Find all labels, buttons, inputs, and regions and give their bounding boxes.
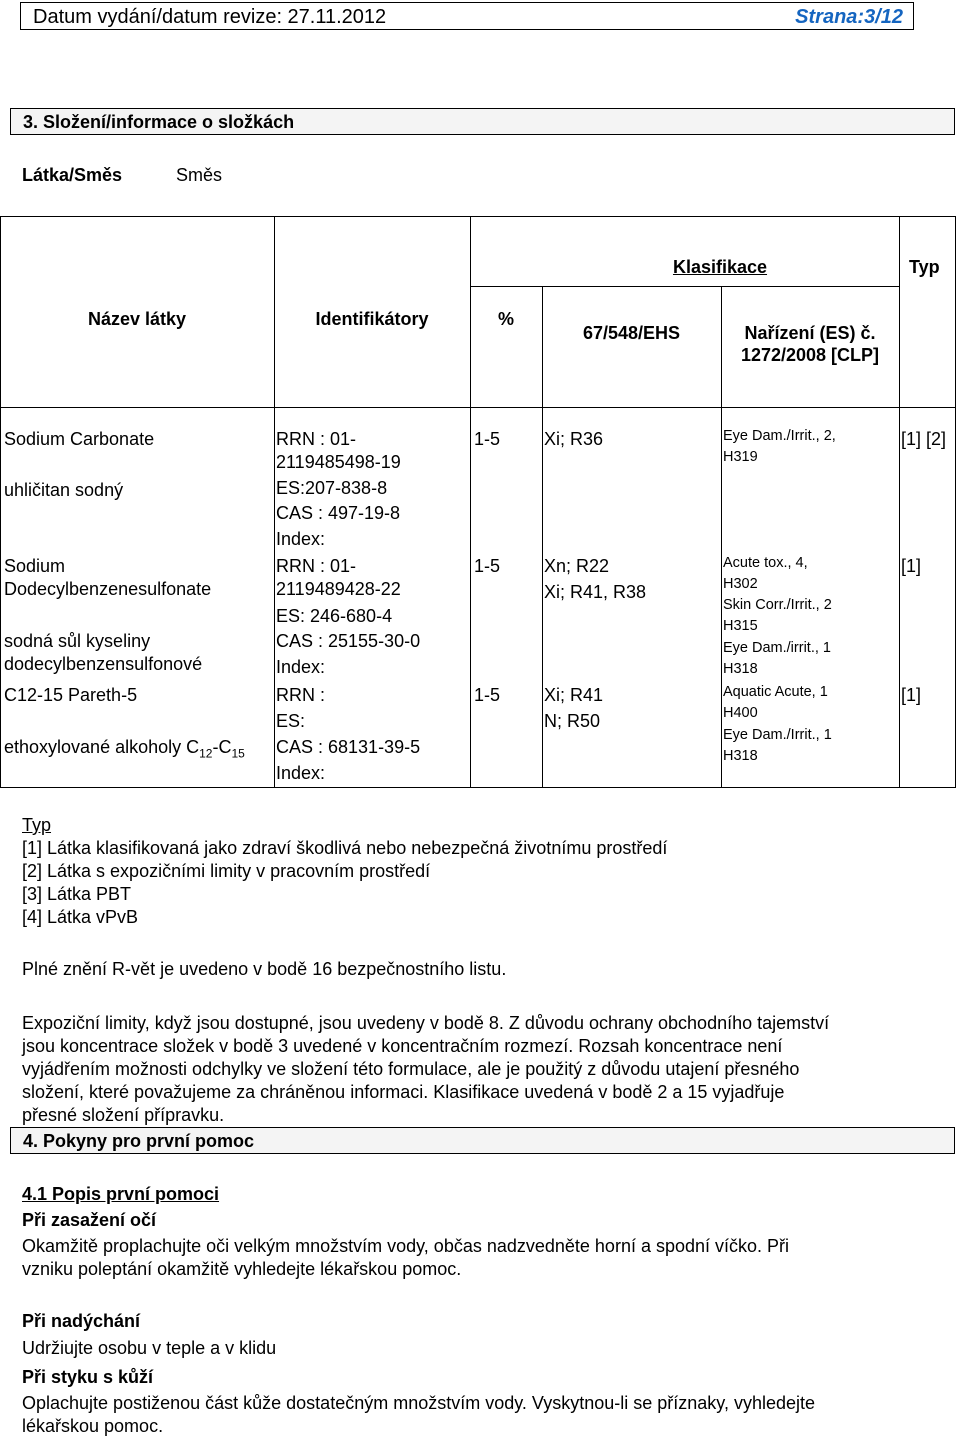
percent-value: 1-5 <box>474 685 501 705</box>
section-3-title: 3. Složení/informace o složkách <box>23 112 295 132</box>
clp-hazard: H302 <box>723 576 758 592</box>
type-header: Typ <box>909 257 940 277</box>
clp-header-line1: Nařízení (ES) č. <box>744 323 876 343</box>
section-4-header <box>10 1127 955 1154</box>
cas-number: CAS : 25155-30-0 <box>276 631 421 651</box>
type-value: [1] [2] <box>901 429 947 449</box>
substance-name-cz: ethoxylované alkoholy $C_{12}-C_{15}$ <box>4 737 245 761</box>
subsection-title: 4.1 Popis první pomoci <box>22 1184 220 1204</box>
index-number: Index: <box>276 763 326 783</box>
section-3-header <box>10 108 955 135</box>
clp-hazard: H315 <box>723 618 758 634</box>
percent-value: 1-5 <box>474 556 501 576</box>
substance-name-cz-cont: dodecylbenzensulfonové <box>4 654 203 674</box>
rrn-number: 2119485498-19 <box>276 452 401 472</box>
revision-date: Datum vydání/datum revize: 27.11.2012 <box>33 6 387 28</box>
page-header <box>20 2 914 30</box>
r-phrases-note: Plné znění R-vět je uvedeno v bodě 16 bezpečnostního listu. <box>22 959 507 979</box>
dsd-classification: Xi; R41, R38 <box>544 582 647 602</box>
rrn: RRN : <box>276 685 325 705</box>
page-number: Strana:3/12 <box>795 6 903 28</box>
inhalation-heading: Při nadýchání <box>22 1311 141 1331</box>
dsd-classification: Xi; R36 <box>544 429 604 449</box>
eyes-text-cont: vzniku poleptání okamžitě vyhledejte lékařskou pomoc. <box>22 1259 462 1279</box>
legend-item: [2] Látka s expozičními limity v pracovním prostředí <box>22 861 431 881</box>
dsd-classification: N; R50 <box>544 711 601 731</box>
dsd-classification: Xn; R22 <box>544 556 610 576</box>
index-number: Index: <box>276 657 326 677</box>
inhalation-text: Udržiujte osobu v teple a v klidu <box>22 1338 277 1358</box>
legend-item: [3] Látka PBT <box>22 884 132 904</box>
skin-text: Oplachujte postiženou část kůže dostatečným množstvím vody. Vyskytnou-li se příznaky, vyhledejte <box>22 1393 816 1413</box>
clp-hazard: H400 <box>723 705 758 721</box>
substance-mixture-label: Látka/Směs <box>22 165 123 185</box>
clp-classification: Skin Corr./Irrit., 2 <box>723 597 832 613</box>
substance-name: Sodium <box>4 556 66 576</box>
legend-item: [4] Látka vPvB <box>22 907 139 927</box>
rrn: RRN : 01- <box>276 429 357 449</box>
eyes-heading: Při zasažení očí <box>22 1210 157 1230</box>
rrn-number: 2119489428-22 <box>276 579 401 599</box>
substance-name-cont: Dodecylbenzenesulfonate <box>4 579 212 599</box>
es-number: ES:207-838-8 <box>276 478 388 498</box>
dsd-classification: Xi; R41 <box>544 685 604 705</box>
type-value: [1] <box>901 685 922 705</box>
clp-classification: Eye Dam./Irrit., 2, <box>723 428 836 444</box>
clp-hazard: H318 <box>723 748 758 764</box>
type-value: [1] <box>901 556 922 576</box>
es-number: ES: 246-680-4 <box>276 606 393 626</box>
skin-text-cont: lékařskou pomoc. <box>22 1416 164 1436</box>
substance-name-cz: sodná sůl kyseliny <box>4 631 151 651</box>
clp-hazard: H318 <box>723 661 758 677</box>
percent-header: % <box>497 309 514 329</box>
identifiers-header: Identifikátory <box>315 309 429 329</box>
index-number: Index: <box>276 529 326 549</box>
section-4-title: 4. Pokyny pro první pomoc <box>23 1131 255 1151</box>
skin-heading: Při styku s kůží <box>22 1367 154 1387</box>
legend-title: Typ <box>22 815 52 835</box>
substance-name: Sodium Carbonate <box>4 429 155 449</box>
es-number: ES: <box>276 711 306 731</box>
substance-name: C12-15 Pareth-5 <box>4 685 138 705</box>
substance-mixture-value: Směs <box>176 165 223 185</box>
rrn: RRN : 01- <box>276 556 357 576</box>
percent-value: 1-5 <box>474 429 501 449</box>
legend-item: [1] Látka klasifikovaná jako zdraví škodlivá nebo nebezpečná životnímu prostředí <box>22 838 668 858</box>
substance-name-header: Název látky <box>87 309 187 329</box>
classification-header: Klasifikace <box>672 257 768 277</box>
clp-classification: Acute tox., 4, <box>723 555 808 571</box>
clp-header-line2: 1272/2008 [CLP] <box>740 345 880 365</box>
clp-classification: Aquatic Acute, 1 <box>723 684 828 700</box>
cas-number: CAS : 497-19-8 <box>276 503 401 523</box>
clp-hazard: H319 <box>723 449 758 465</box>
cas-number: CAS : 68131-39-5 <box>276 737 421 757</box>
dsd-header: 67/548/EHS <box>582 323 681 343</box>
clp-classification: Eye Dam./Irrit., 1 <box>723 727 832 743</box>
clp-classification: Eye Dam./irrit., 1 <box>723 640 831 656</box>
substance-name-cz: uhličitan sodný <box>4 480 124 500</box>
eyes-text: Okamžitě proplachujte oči velkým množstvím vody, občas nadzvedněte horní a spodní víčko. Při <box>22 1236 790 1256</box>
